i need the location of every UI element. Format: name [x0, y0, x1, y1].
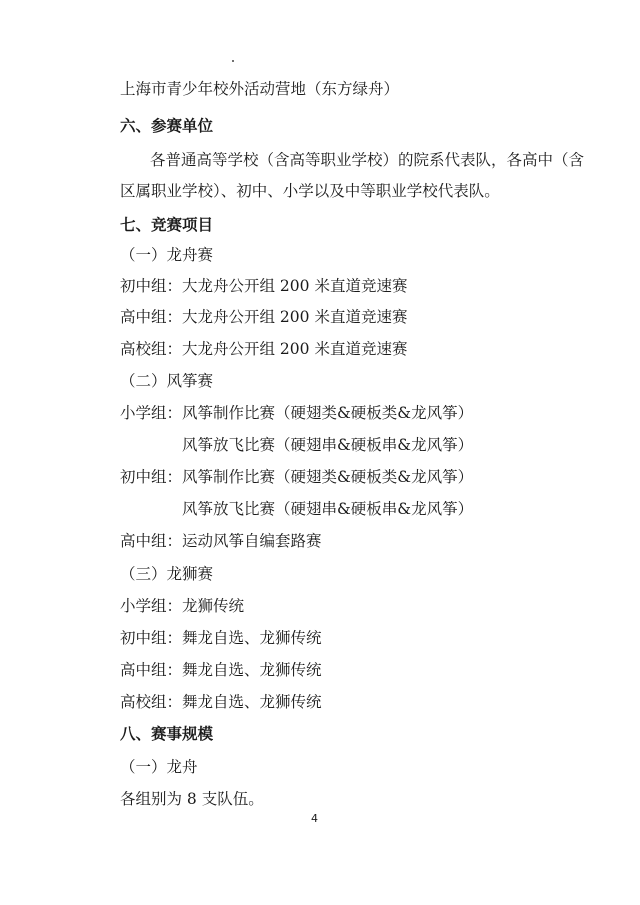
subsection-dragon-boat: （一）龙舟赛: [120, 246, 214, 264]
page-number: 4: [311, 812, 318, 825]
dragon-boat-junior-high: 初中组：大龙舟公开组 200 米直道竞速赛: [120, 277, 408, 295]
subsection-kite: （二）风筝赛: [120, 372, 214, 390]
subsection-dragon-lion: （三）龙狮赛: [120, 565, 214, 583]
section-6-paragraph-line-1: 各普通高等学校（含高等职业学校）的院系代表队，各高中（含: [150, 151, 585, 169]
kite-junior-making: 初中组：风筝制作比赛（硬翅类&硬板类&龙风筝）: [120, 468, 474, 486]
dragon-boat-college: 高校组：大龙舟公开组 200 米直道竞速赛: [120, 340, 408, 358]
dragon-lion-junior: 初中组：舞龙自选、龙狮传统: [120, 629, 322, 647]
venue-line: 上海市青少年校外活动营地（东方绿舟）: [120, 80, 400, 98]
dragon-boat-senior-high: 高中组：大龙舟公开组 200 米直道竞速赛: [120, 308, 408, 326]
dragon-boat-team-count: 各组别为 8 支队伍。: [120, 790, 264, 808]
section-6-paragraph-line-2: 区属职业学校）、初中、小学以及中等职业学校代表队。: [120, 182, 500, 200]
dragon-lion-senior: 高中组：舞龙自选、龙狮传统: [120, 661, 322, 679]
stray-dot: [232, 60, 234, 62]
dragon-lion-college: 高校组：舞龙自选、龙狮传统: [120, 693, 322, 711]
section-7-heading: 七、竞赛项目: [120, 215, 214, 234]
kite-primary-making: 小学组：风筝制作比赛（硬翅类&硬板类&龙风筝）: [120, 404, 474, 422]
kite-primary-flying: 风筝放飞比赛（硬翅串&硬板串&龙风筝）: [182, 436, 474, 454]
subsection-dragon-boat-scale: （一）龙舟: [120, 758, 198, 776]
section-6-heading: 六、参赛单位: [120, 116, 214, 135]
kite-junior-flying: 风筝放飞比赛（硬翅串&硬板串&龙风筝）: [182, 500, 474, 518]
kite-senior-sport: 高中组：运动风筝自编套路赛: [120, 532, 322, 550]
section-8-heading: 八、赛事规模: [120, 724, 214, 743]
dragon-lion-primary: 小学组：龙狮传统: [120, 597, 245, 615]
